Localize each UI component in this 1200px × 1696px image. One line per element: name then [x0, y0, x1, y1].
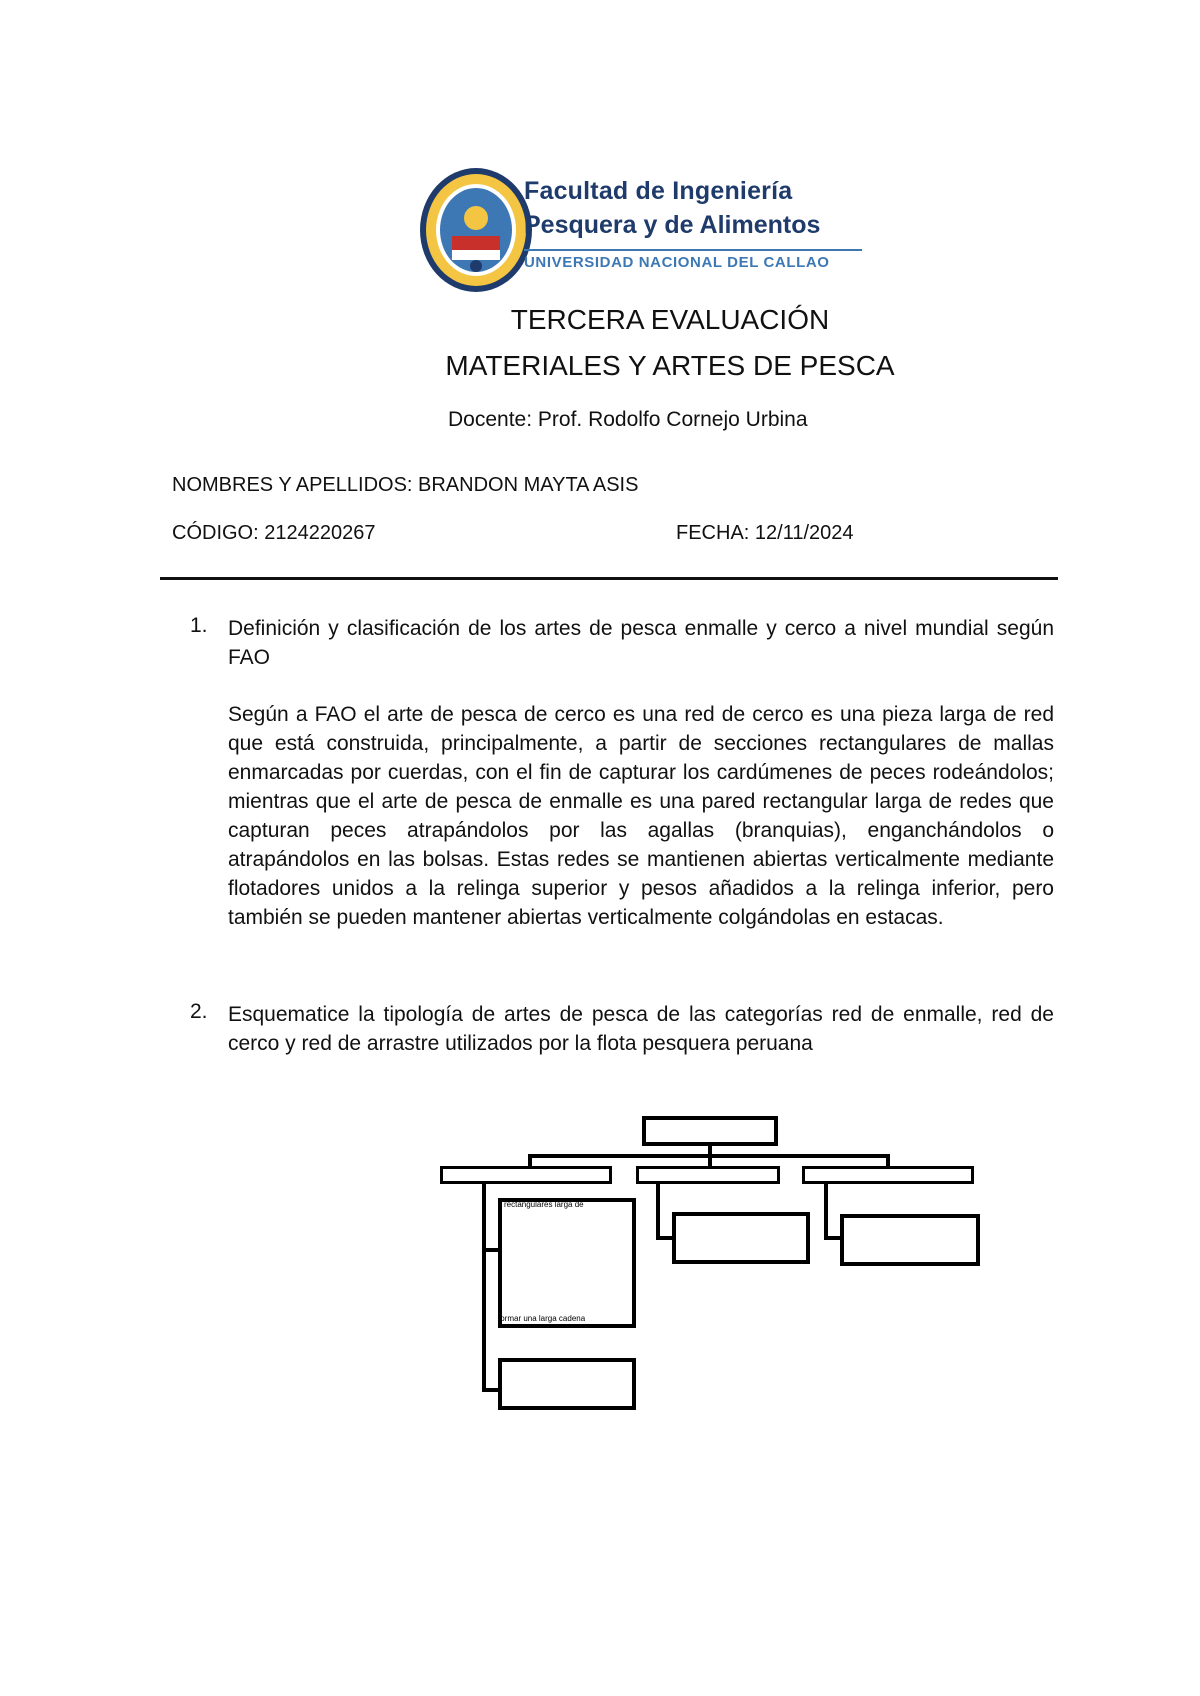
- student-name: NOMBRES Y APELLIDOS: BRANDON MAYTA ASIS: [172, 474, 639, 496]
- question-1-answer: Según a FAO el arte de pesca de cerco es una red de cerco es una pieza larga de red que está construida, principalmente, a partir de secciones rectangulares de mallas enmarcadas por cuerdas, con el fin de capturar los cardúmenes de peces rodeándolos; mientras que el arte de pesca de enmalle es una pared rectangular larga de redes que capturan peces atrapándolos por las agallas (branquias), enganchándolos o atrapándolos en las bolsas. Estas redes se mantienen abiertas verticalmente mediante flotadores unidos a la relinga superior y pesos añadidos a la relinga inferior, pero también se pueden mantener abiertas verticalmente colgándolas en estacas.: [228, 703, 1054, 929]
- category-box-arrastre: [802, 1166, 974, 1184]
- category-label: Red de arrastre: [849, 1169, 905, 1178]
- document-subtitle: MATERIALES Y ARTES DE PESCA: [445, 350, 895, 381]
- connector: [482, 1184, 486, 1392]
- fishing-gear-diagram: [440, 1108, 1000, 1358]
- subtype-box: [498, 1358, 636, 1410]
- divider: [524, 249, 862, 251]
- subtype-box: [840, 1214, 980, 1266]
- question-2-text: Esquematice la tipología de artes de pesca de las categorías red de enmalle, red de cerco y red de arrastre utilizados por la flota pesquera peruana: [228, 1003, 1054, 1055]
- subtype-fragment: rectangulares larga de: [504, 1200, 584, 1209]
- diagram-root-box: [642, 1116, 778, 1146]
- category-label: Red de cerco: [673, 1169, 721, 1178]
- document-title: TERCERA EVALUACIÓN: [510, 304, 830, 335]
- university-name: UNIVERSIDAD NACIONAL DEL CALLAO: [524, 254, 830, 271]
- question-number: 2.: [190, 1000, 208, 1023]
- docente-line: Docente: Prof. Rodolfo Cornejo Urbina: [448, 408, 808, 431]
- category-label: Red de enmalle: [495, 1169, 552, 1178]
- student-code: CÓDIGO: 2124220267: [172, 522, 376, 544]
- connector: [824, 1184, 828, 1240]
- exam-date: FECHA: 12/11/2024: [676, 522, 854, 544]
- category-box-enmalle: [440, 1166, 612, 1184]
- faculty-name-line2: Pesquera y de Alimentos: [524, 211, 821, 239]
- question-1-text: Definición y clasificación de los artes de pesca enmalle y cerco a nivel mundial según FAO: [228, 617, 1054, 669]
- connector: [656, 1184, 660, 1240]
- subtype-fragment: formar una larga cadena: [498, 1314, 586, 1323]
- subtype-box: [672, 1212, 810, 1264]
- category-box-cerco: [636, 1166, 780, 1184]
- university-seal-logo: [418, 166, 534, 296]
- subtype-box: [498, 1198, 636, 1328]
- faculty-name-line1: Facultad de Ingeniería: [524, 177, 793, 205]
- horizontal-rule: [160, 577, 1058, 580]
- question-number: 1.: [190, 614, 208, 637]
